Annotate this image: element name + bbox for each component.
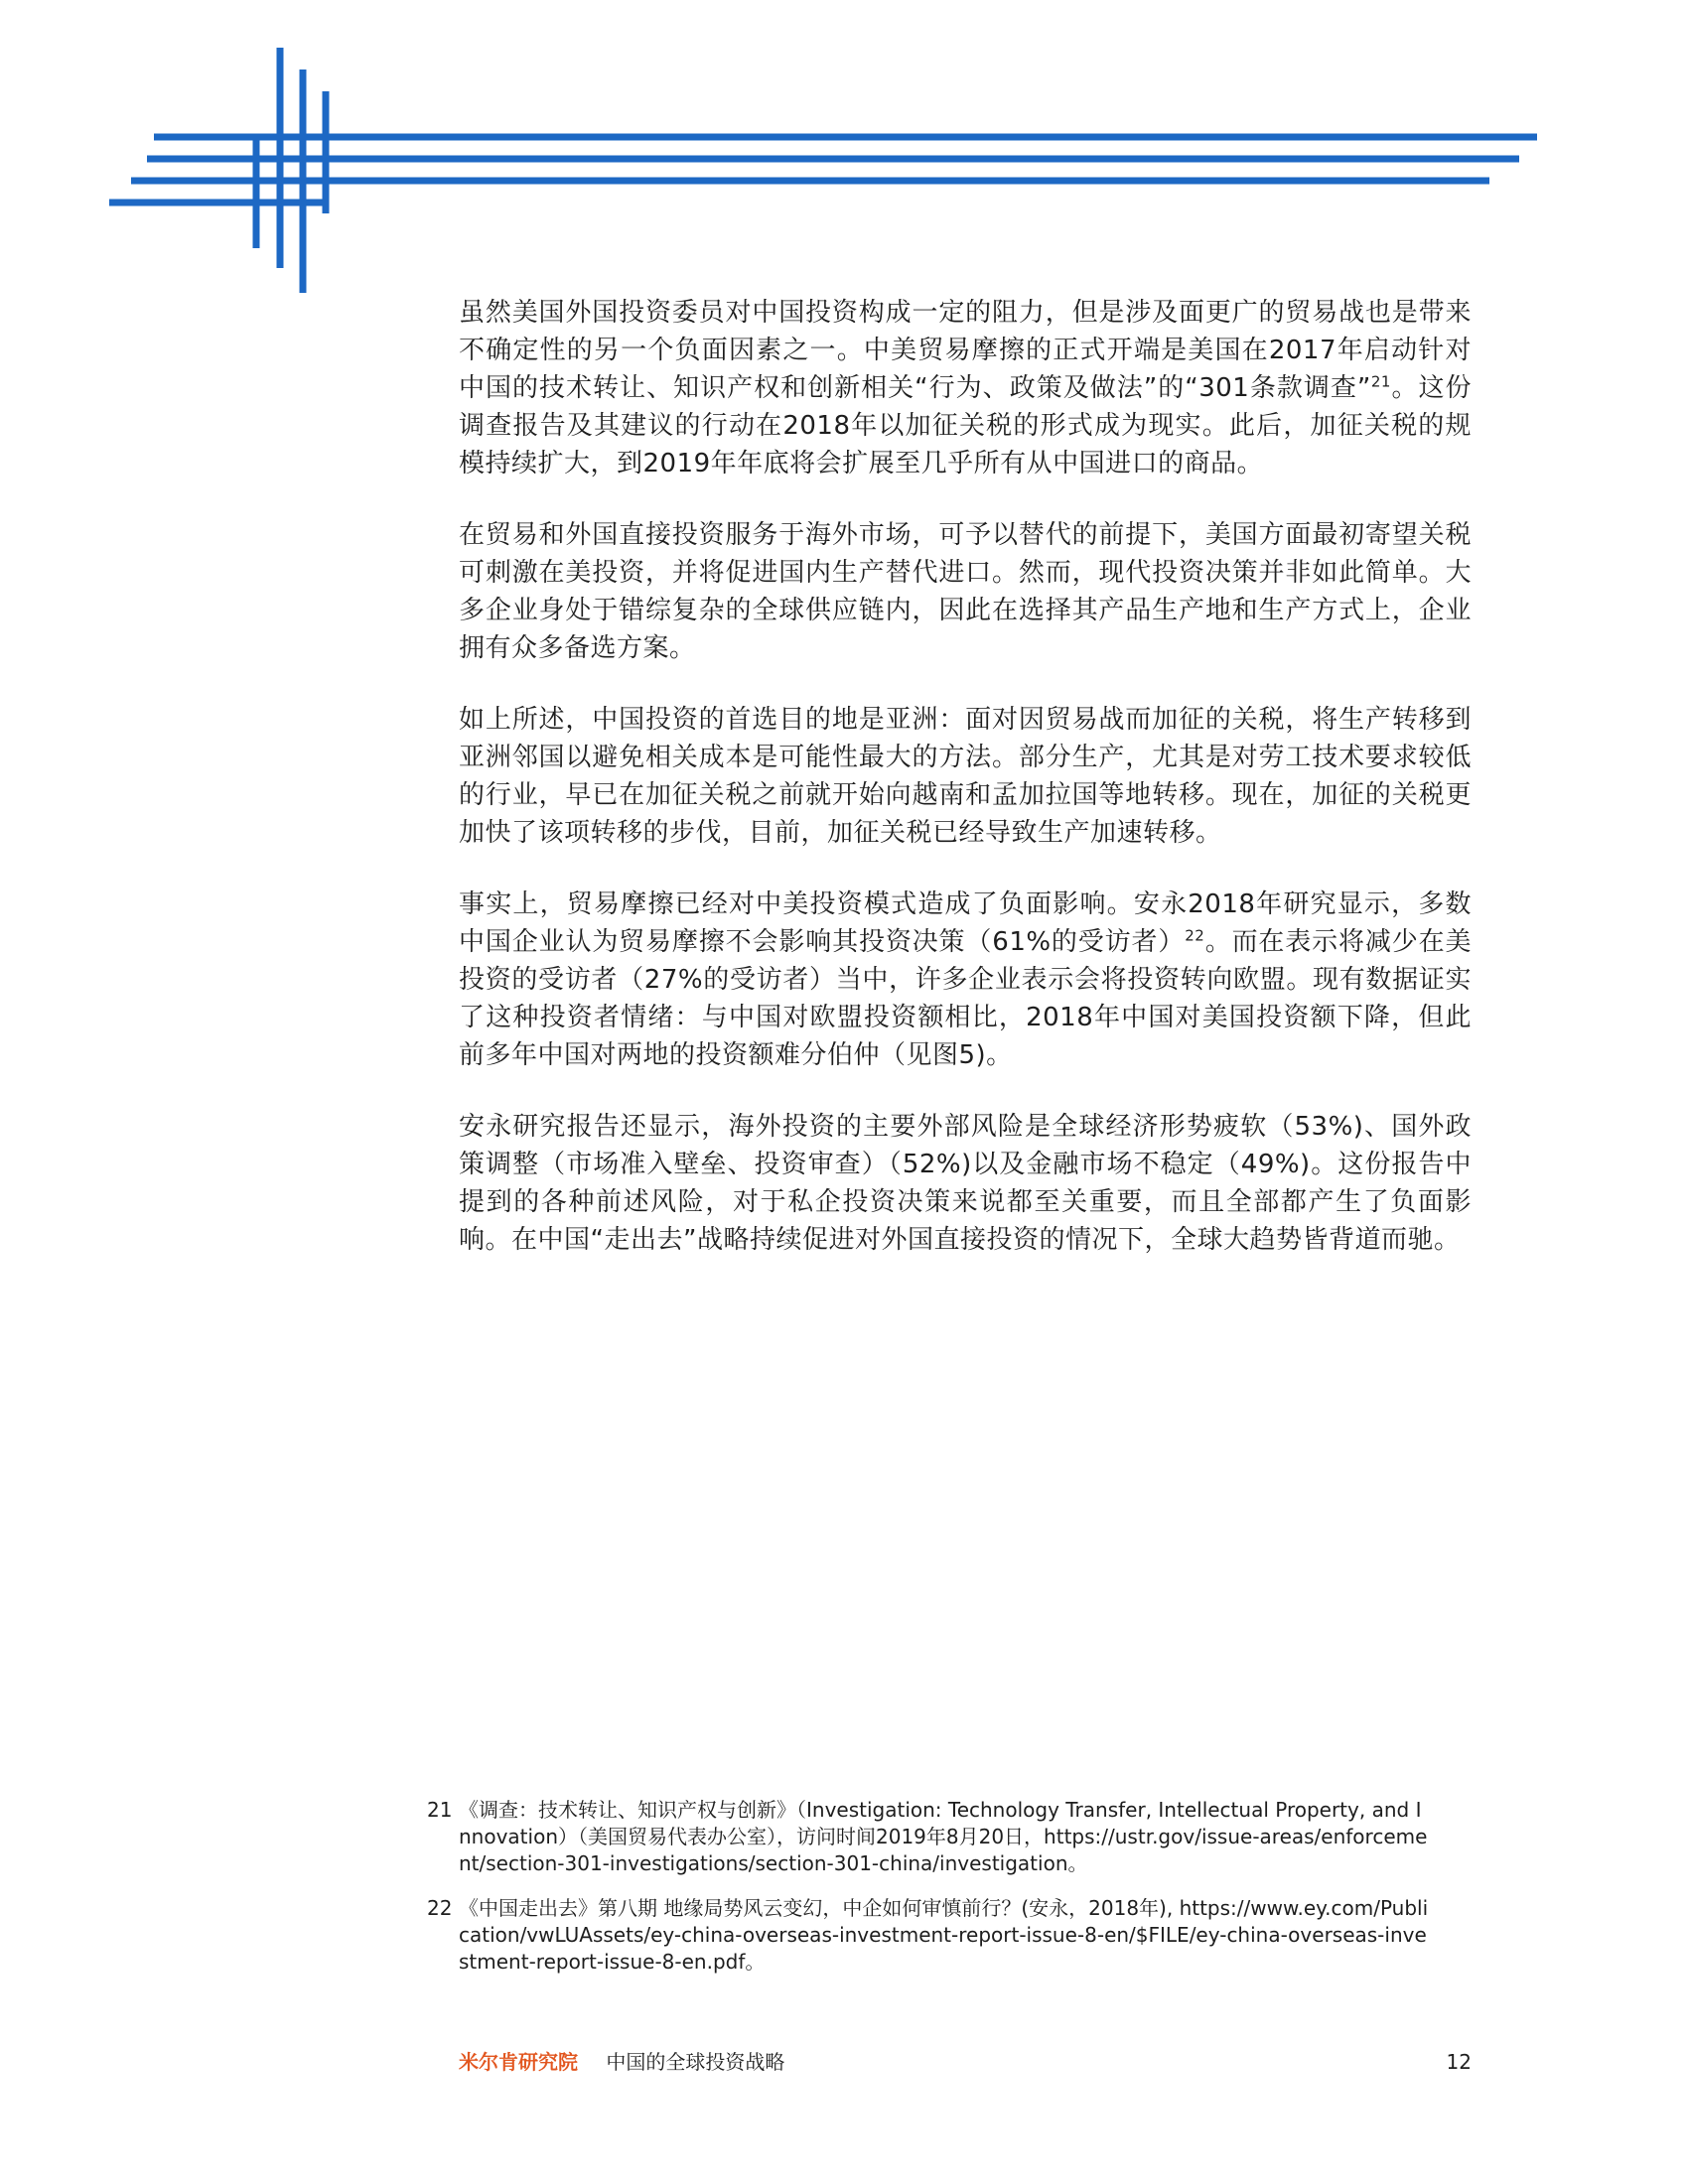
paragraph-2: 在贸易和外国直接投资服务于海外市场，可予以替代的前提下，美国方面最初寄望关税可刺激在美投资，并将促进国内生产替代进口。然而，现代投资决策并非如此简单。大多企业身处于错综复杂的全球供应链内，因此在选择其产品生产地和生产方式上，企业拥有众多备选方案。 (459, 520, 1472, 663)
footnotes (427, 1797, 1430, 1993)
footnote-21 (427, 1797, 1430, 1877)
article-body (459, 294, 1472, 1293)
footnote-number: 22 (427, 1896, 453, 1920)
page-number: 12 (1446, 2050, 1472, 2074)
footnote-text: 《调查：技术转让、知识产权与创新》（Investigation: Technology Transfer, Intellectual Property, and Innovation）（美国贸易代表办公室），访问时间2019年8月20日，https://ustr.gov/issue-areas/enforcement/section-301-investigations/section-301-china/investigation。 (459, 1798, 1428, 1875)
footnote-ref-22[interactable]: 22 (1185, 926, 1205, 945)
header-grid-decoration (0, 0, 1688, 318)
page-footer (459, 2047, 1472, 2077)
paragraph-3: 如上所述，中国投资的首选目的地是亚洲：面对因贸易战而加征的关税，将生产转移到亚洲邻国以避免相关成本是可能性最大的方法。部分生产，尤其是对劳工技术要求较低的行业，早已在加征关税之前就开始向越南和孟加拉国等地转移。现在，加征的关税更加快了该项转移的步伐，目前，加征关税已经导致生产加速转移。 (459, 705, 1472, 848)
footnote-text: 《中国走出去》第八期 地缘局势风云变幻，中企如何审慎前行？(安永，2018年), https://www.ey.com/Publication/vwLUAssets/ey-china-overseas-investment-report-issue-8-en/$FILE/ey-china-overseas-investment-report-issue-8-en.pdf。 (459, 1896, 1429, 1974)
footer-brand: 米尔肯研究院 (459, 2050, 578, 2074)
paragraph-5: 安永研究报告还显示，海外投资的主要外部风险是全球经济形势疲软（53%)、国外政策调整（市场准入壁垒、投资审查）（52%)以及金融市场不稳定（49%)。这份报告中提到的各种前述风险，对于私企投资决策来说都至关重要，而且全部都产生了负面影响。在中国“走出去”战略持续促进对外国直接投资的情况下，全球大趋势皆背道而驰。 (459, 1112, 1472, 1255)
footer-title: 中国的全球投资战略 (606, 2050, 785, 2074)
footnote-ref-21[interactable]: 21 (1370, 372, 1391, 391)
paragraph-1: 虽然美国外国投资委员对中国投资构成一定的阻力，但是涉及面更广的贸易战也是带来不确定性的另一个负面因素之一。中美贸易摩擦的正式开端是美国在2017年启动针对中国的技术转让、知识产权和创新相关“行为、政策及做法”的“301条款调查”$^{21}$。这份调查报告及其建议的行动在2018年以加征关税的形式成为现实。此后，加征关税的规模持续扩大，到2019年年底将会扩展至几乎所有从中国进口的商品。 (459, 298, 1472, 478)
footnote-number: 21 (427, 1798, 453, 1822)
footnote-22 (427, 1895, 1430, 1976)
paragraph-4: 事实上，贸易摩擦已经对中美投资模式造成了负面影响。安永2018年研究显示，多数中国企业认为贸易摩擦不会影响其投资决策（61%的受访者）$^{22}$。而在表示将减少在美投资的受访者（27%的受访者）当中，许多企业表示会将投资转向欧盟。现有数据证实了这种投资者情绪：与中国对欧盟投资额相比，2018年中国对美国投资额下降，但此前多年中国对两地的投资额难分伯仲（见图5)。 (459, 889, 1472, 1070)
